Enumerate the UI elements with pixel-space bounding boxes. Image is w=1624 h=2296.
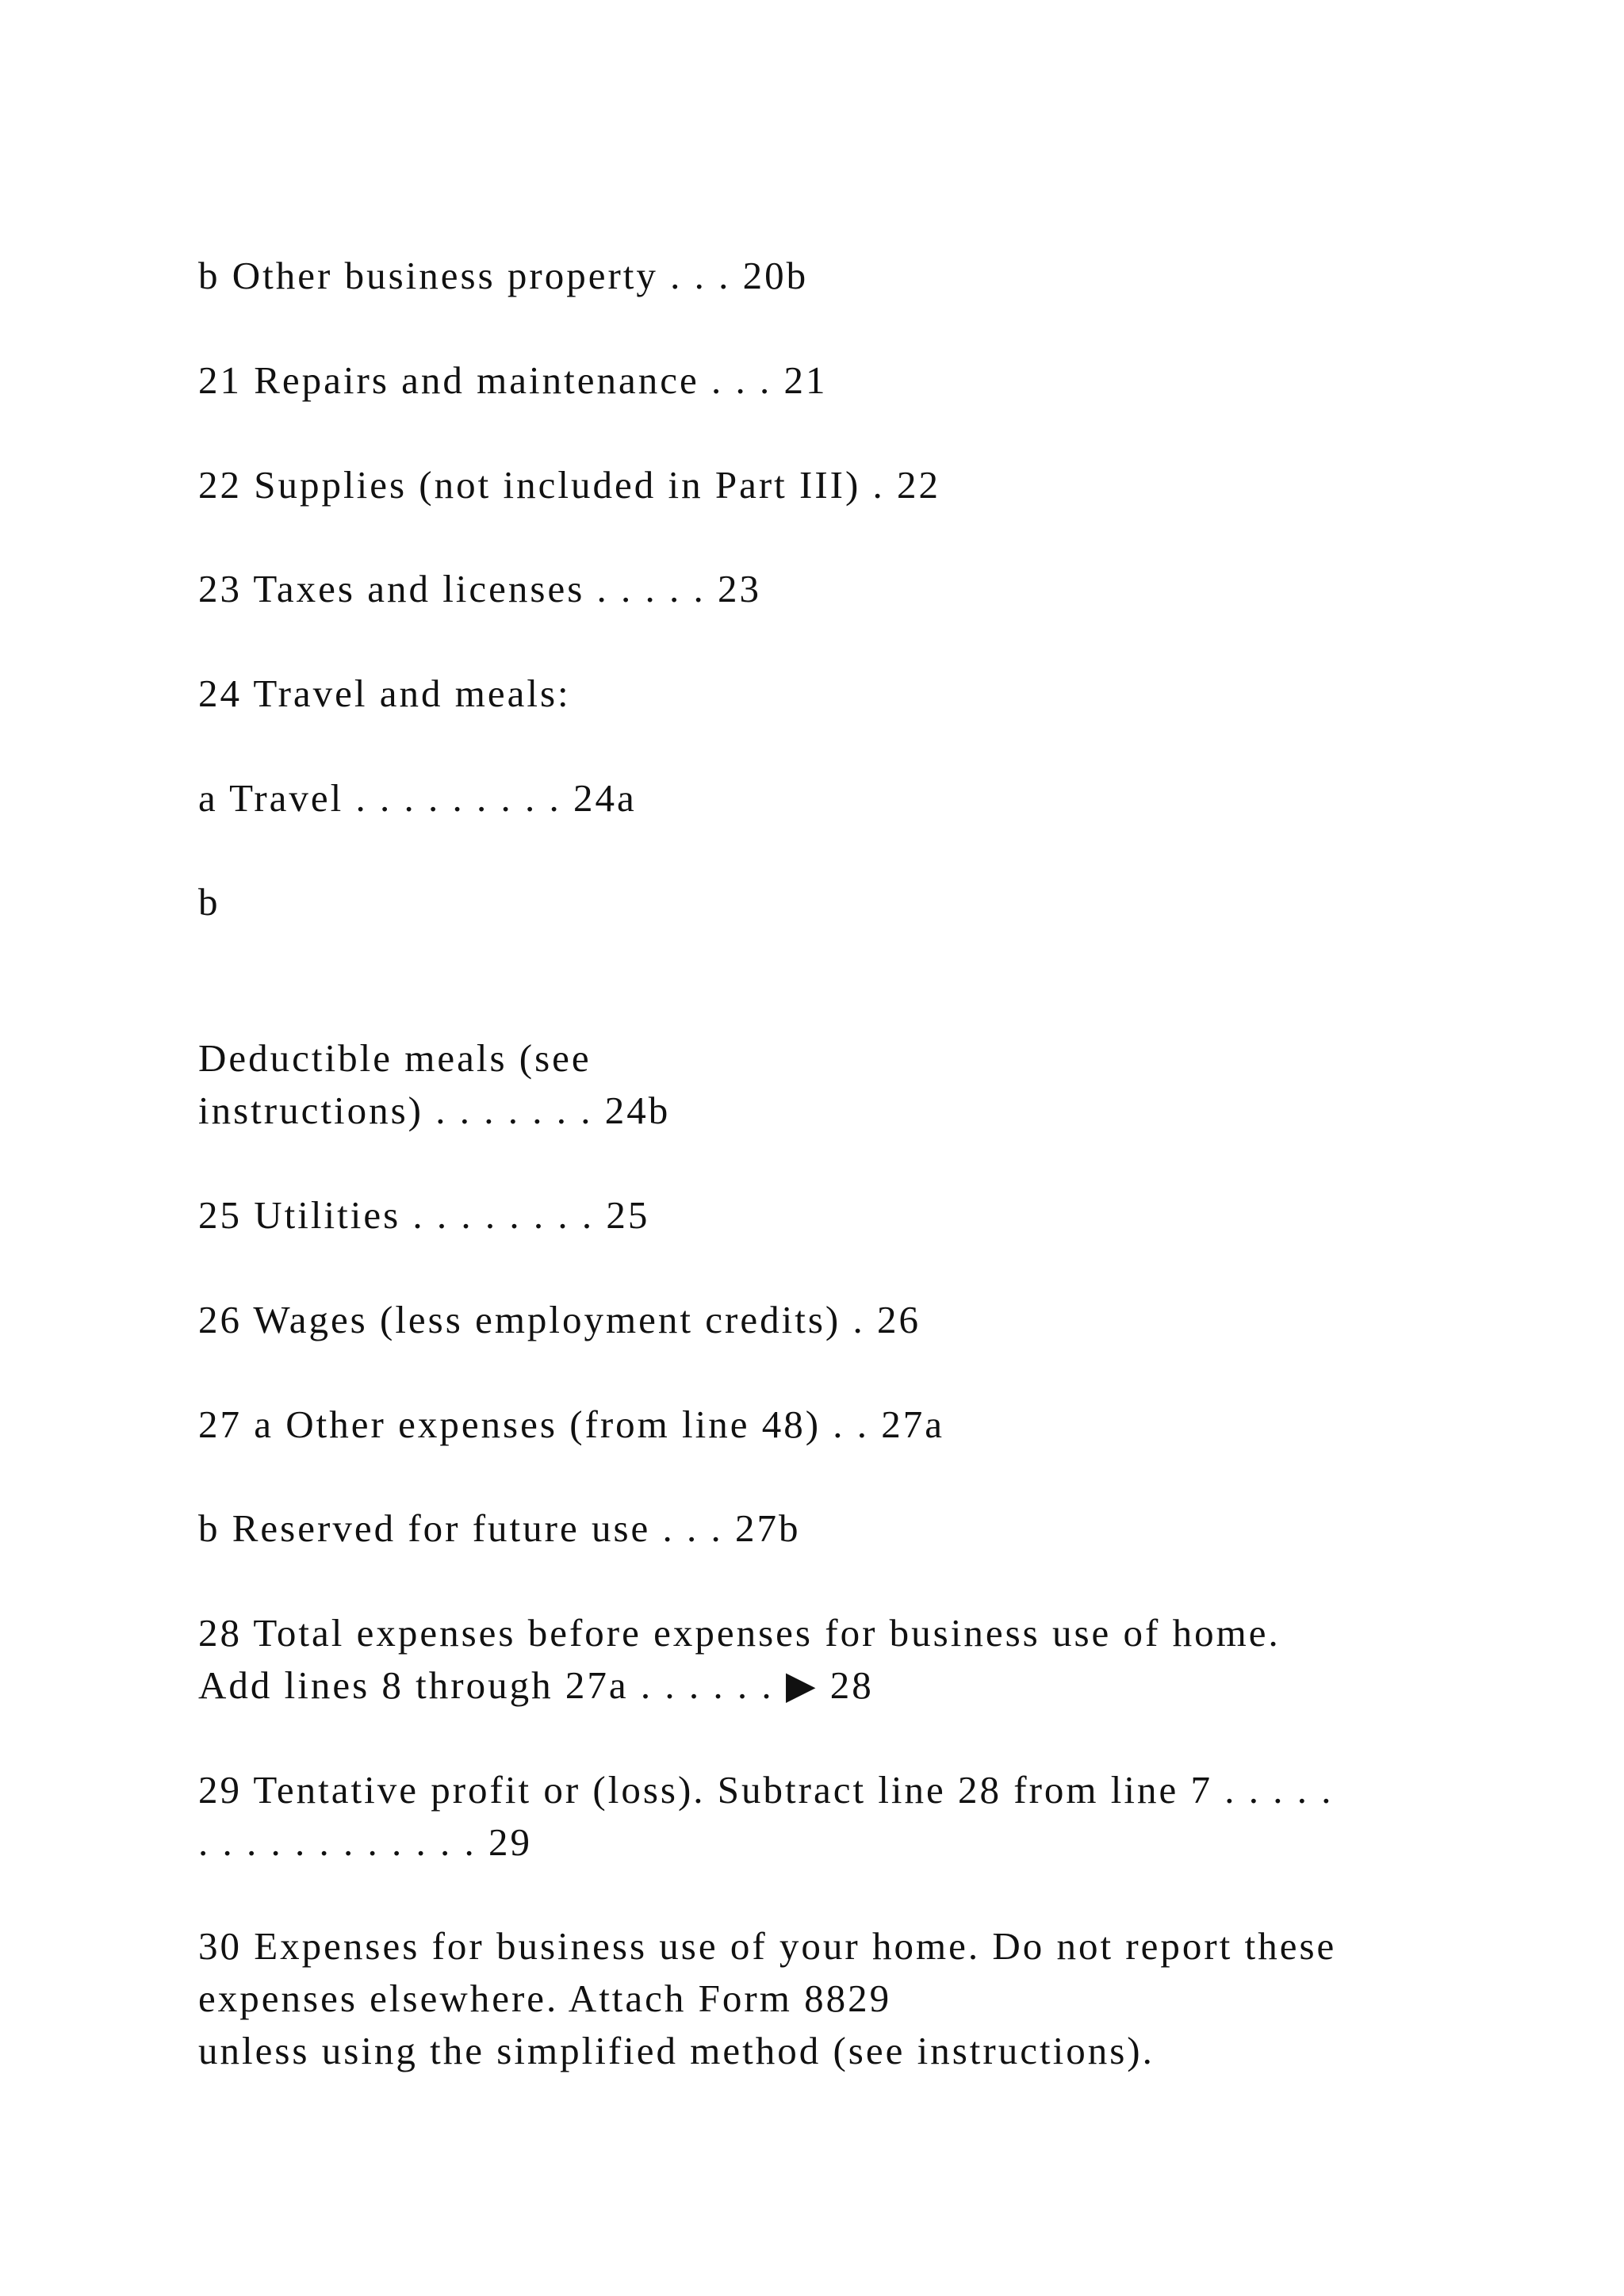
line-24b-letter: b — [198, 880, 220, 924]
line-30 — [198, 1920, 1467, 2077]
line-21: 21 Repairs and maintenance . . . 21 — [198, 358, 828, 402]
line-24b-text-part2: instructions) . . . . . . . 24b — [198, 1089, 671, 1132]
line-25: 25 Utilities . . . . . . . . 25 — [198, 1193, 650, 1237]
line-27a: 27 a Other expenses (from line 48) . . 27a — [198, 1402, 945, 1446]
line-28 — [198, 1607, 1467, 1712]
line-28-part2: Add lines 8 through 27a . . . . . . ▶ 28 — [198, 1663, 874, 1707]
line-22: 22 Supplies (not included in Part III) . 22 — [198, 463, 941, 507]
line-24-heading: 24 Travel and meals: — [198, 672, 571, 715]
line-23: 23 Taxes and licenses . . . . . 23 — [198, 567, 762, 610]
line-30-part3: unless using the simplified method (see instructions). — [198, 2029, 1155, 2072]
line-30-part2: expenses elsewhere. Attach Form 8829 — [198, 1976, 892, 2020]
line-24b-text-part1: Deductible meals (see — [198, 1036, 592, 1080]
line-30-part1: 30 Expenses for business use of your home. Do not report these — [198, 1924, 1337, 1968]
line-20b: b Other business property . . . 20b — [198, 254, 809, 297]
line-24b-text — [198, 1032, 1467, 1137]
line-27b: b Reserved for future use . . . 27b — [198, 1506, 801, 1550]
line-29 — [198, 1764, 1467, 1869]
line-29-part1: 29 Tentative profit or (loss). Subtract line 28 from line 7 . . . . . — [198, 1768, 1334, 1812]
line-24a: a Travel . . . . . . . . . 24a — [198, 776, 637, 820]
line-28-part1: 28 Total expenses before expenses for business use of home. — [198, 1611, 1281, 1655]
line-26: 26 Wages (less employment credits) . 26 — [198, 1298, 921, 1341]
line-29-part2: . . . . . . . . . . . . 29 — [198, 1820, 532, 1864]
